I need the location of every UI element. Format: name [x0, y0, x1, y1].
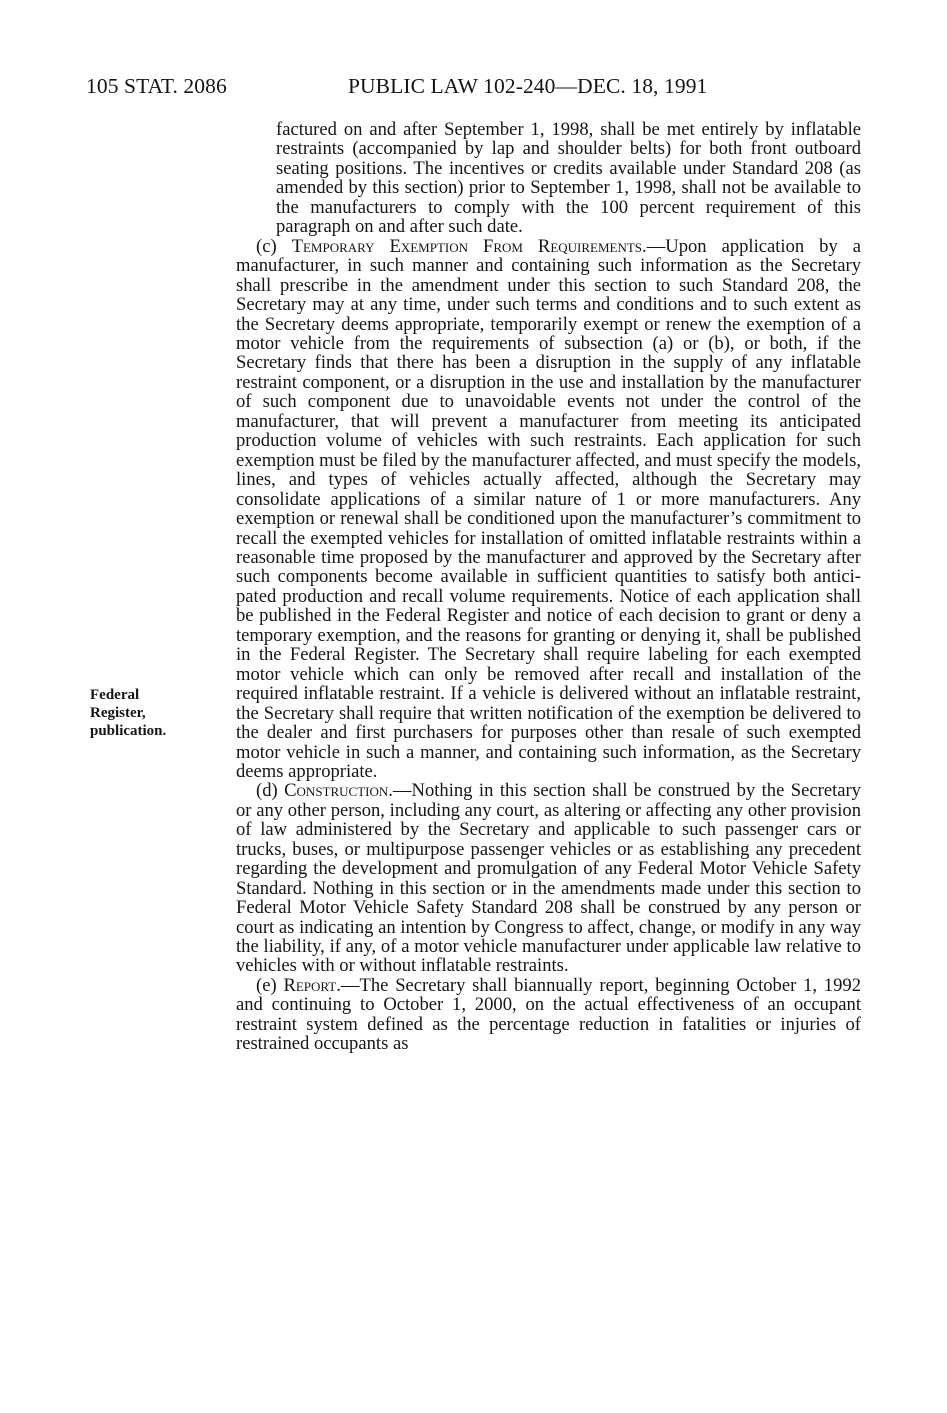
paragraph-e-heading: Report. — [283, 974, 341, 996]
paragraph-c-label: (c) — [256, 235, 292, 257]
page-header — [86, 74, 866, 104]
statute-page-number: 105 STAT. 2086 — [86, 74, 227, 98]
paragraph-d-label: (d) — [256, 780, 285, 802]
paragraph-d — [236, 781, 861, 976]
body-text — [236, 120, 861, 1054]
paragraph-c — [236, 237, 861, 782]
paragraph-continuation: factured on and after September 1, 1998, shall be met entirely by inflatable restraints (accompanied by lap and shoulder belts) for both front outboard seating positions. The incentives or credits available under Standard 208 (as amended by this section) prior to September 1, 1998, shall not be available to the manufacturers to comply with the 100 percent requirement of this paragraph on and after such date. — [276, 119, 861, 238]
paragraph-c-heading: Temporary Exemption From Requirements. — [291, 235, 647, 257]
margin-note-line: Federal — [90, 687, 140, 703]
paragraph-c-text: —Upon application by a manufacturer, in such manner and containing such information as the Secretary shall prescribe in the amendment under this section to such Standard 208, the Secretary may at any time, under such terms and conditions and to such extent as the Secretary deems appropriate, temporarily exempt or renew the exemption of a motor vehicle from the requirements of subsection (a) or (b), or both, if the Secretary finds that there has been a disruption in the supply of any inflatable restraint component, or a disruption in the use and installation by the manufacturer of such component due to unavoidable events not under the control of the manufacturer, that will prevent a manufacturer from meeting its anticipated production volume of vehicles with such restraints. Each application for such exemption must be filed by the manufacturer affected, and must specify the models, lines, and types of vehicles actually affected, although the Secretary may consolidate applications of a similar nature of 1 or more manufacturers. Any exemption or renewal shall be conditioned upon the manufacturer’s commitment to recall the exempted vehicles for installation of omitted inflatable restraints within a reasonable time proposed by the manufacturer and approved by the Secretary after such components become available in sufficient quantities to satisfy both anticipated production and recall volume requirements. Notice of each application shall be published in the Federal Register and notice of each decision to grant or deny a temporary exemption, and the reasons for granting or denying it, shall be published in the Federal Register. The Secretary shall require labeling for each exempted motor vehicle which can only be removed after recall and installation of the required inflatable restraint. If a vehicle is delivered without an inflatable restraint, the Secretary shall require that written notification of the exemption be delivered to the dealer and first purchasers for purposes other than resale of such exempted motor vehicle in such a manner, and containing such information, as the Secretary deems appropriate. — [236, 235, 861, 782]
paragraph-e-text: —The Secretary shall biannually report, beginning October 1, 1992 and continuing to October 1, 2000, on the actual effectiveness of an occupant restraint system defined as the percentage reduction in fatalities or injuries of restrained occupants as — [236, 974, 861, 1055]
paragraph-e-label: (e) — [256, 974, 284, 996]
margin-note — [90, 686, 202, 740]
public-law-title: PUBLIC LAW 102-240—DEC. 18, 1991 — [348, 74, 708, 98]
margin-note-line: Register, — [90, 705, 146, 721]
paragraph-e — [236, 976, 861, 1054]
margin-note-line: publication. — [90, 723, 167, 739]
paragraph-d-text: —Nothing in this section shall be construed by the Secretary or any other person, including any court, as altering or affecting any other provision of law administered by the Secretary and applicable to such passenger cars or trucks, buses, or multipurpose passenger vehicles or as establishing any precedent regarding the development and promulgation of any Federal Motor Vehicle Safety Standard. Nothing in this section or in the amendments made under this section to Federal Motor Vehicle Safety Standard 208 shall be construed by any person or court as indicating an intention by Congress to affect, change, or modify in any way the liability, if any, of a motor vehicle manufacturer under applicable law relative to vehicles with or without inflatable restraints. — [236, 780, 861, 977]
paragraph-d-heading: Construction. — [284, 780, 393, 802]
